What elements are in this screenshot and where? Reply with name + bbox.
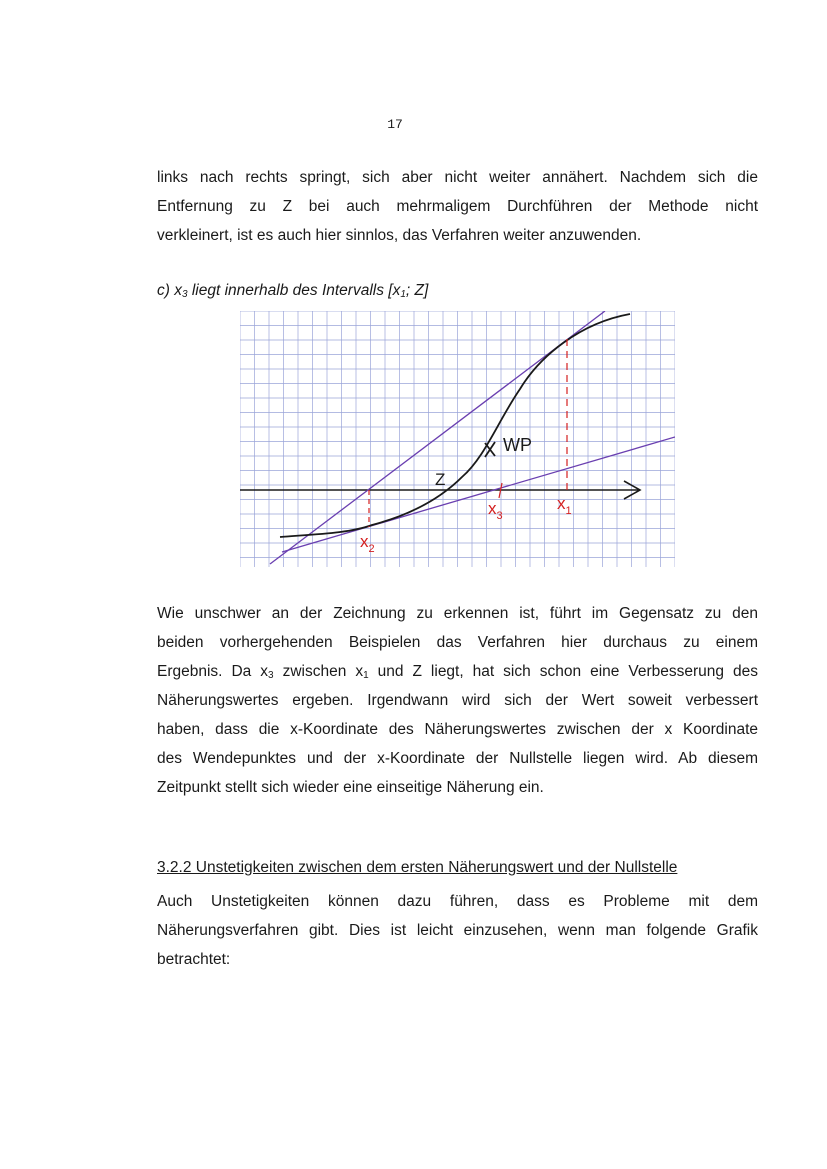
figure-caption: c) $x_3$ liegt innerhalb des Intervalls [$x_1$; Z] — [157, 282, 429, 300]
text-line: Näherungsverfahren gibt. Dies ist leicht einzusehen, wenn man folgende Grafik — [157, 922, 758, 939]
text-line: Wie unschwer an der Zeichnung zu erkennen ist, führt im Gegensatz zu den — [157, 605, 758, 622]
paragraph-discontinuities — [157, 887, 758, 974]
x3-label: $x_3$ — [488, 499, 503, 522]
paragraph-intro — [157, 163, 758, 250]
text-line: links nach rechts springt, sich aber nicht weiter annähert. Nachdem sich die — [157, 169, 758, 186]
x2-label: $x_2$ — [360, 532, 375, 555]
text-line: Entfernung zu Z bei auch mehrmaligem Durchführen der Methode nicht — [157, 198, 758, 215]
text-line: Auch Unstetigkeiten können dazu führen, dass es Probleme mit dem — [157, 893, 758, 910]
newton-method-figure — [240, 311, 675, 567]
text-line: verkleinert, ist es auch hier sinnlos, das Verfahren weiter anzuwenden. — [157, 227, 642, 244]
text-line: Näherungswertes ergeben. Irgendwann wird sich der Wert soweit verbessert — [157, 692, 758, 709]
page-number: 17 — [387, 117, 403, 132]
text-line: betrachtet: — [157, 951, 231, 968]
wp-label: WP — [503, 435, 532, 455]
section-heading: 3.2.2 Unstetigkeiten zwischen dem ersten Näherungswert und der Nullstelle — [157, 859, 678, 876]
text-line: Ergebnis. Da $x_3$ zwischen $x_1$ und Z liegt, hat sich schon eine Verbesserung des — [157, 663, 758, 681]
text-line: beiden vorhergehenden Beispielen das Verfahren hier durchaus zu einem — [157, 634, 758, 651]
z-label: Z — [435, 470, 446, 489]
paragraph-explanation — [157, 599, 758, 802]
x1-label: $x_1$ — [557, 494, 572, 517]
text-line: haben, dass die x-Koordinate des Näherungswertes zwischen der x Koordinate — [157, 721, 758, 738]
text-line: des Wendepunktes und der x-Koordinate der Nullstelle liegen wird. Ab diesem — [157, 750, 758, 767]
text-line: Zeitpunkt stellt sich wieder eine einseitige Näherung ein. — [157, 779, 544, 796]
